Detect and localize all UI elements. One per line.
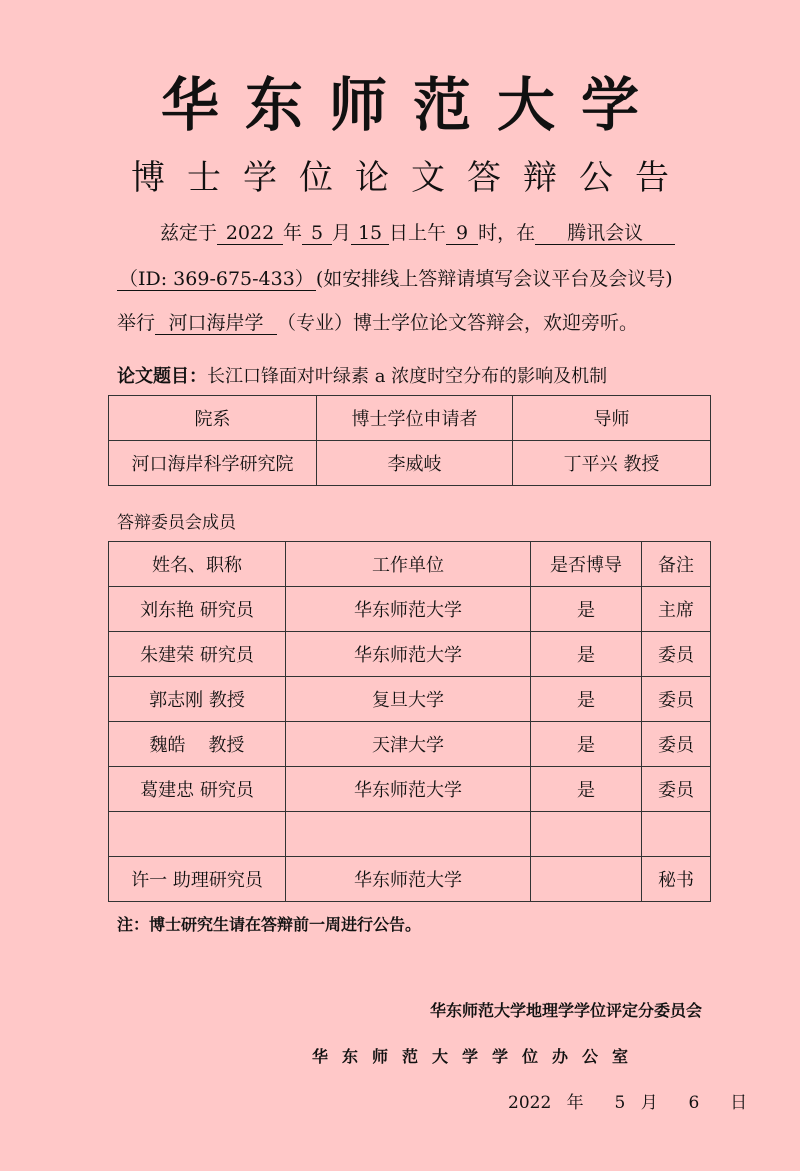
table-row [109, 812, 711, 857]
header-cell: 姓名、职称 [109, 542, 286, 587]
header-cell: 是否博导 [531, 542, 642, 587]
committee-label: 答辩委员会成员 [117, 513, 236, 533]
table-row [109, 767, 711, 812]
supervisor-cell: 是 [531, 587, 642, 632]
name-cell [109, 812, 286, 857]
text: 日上午 [389, 222, 447, 244]
venue-field: 腾讯会议 [535, 222, 675, 245]
announcement-line-2 [117, 264, 673, 291]
role-cell [642, 812, 711, 857]
applicant-cell: 李威岐 [317, 441, 513, 486]
university-title: 华东师范大学 [160, 71, 665, 139]
announcement-line-3 [117, 308, 638, 335]
day-field: 15 [351, 222, 389, 245]
text: 兹定于 [160, 222, 218, 244]
header-cell: 备注 [642, 542, 711, 587]
supervisor-cell: 是 [531, 722, 642, 767]
header-cell: 导师 [513, 396, 711, 441]
name-cell: 郭志刚 教授 [109, 677, 286, 722]
affiliation-cell: 华东师范大学 [286, 767, 531, 812]
name-cell: 刘东艳 研究员 [109, 587, 286, 632]
table-header-row [109, 396, 711, 441]
name-cell: 魏皓 教授 [109, 722, 286, 767]
affiliation-cell: 复旦大学 [286, 677, 531, 722]
supervisor-cell: 是 [531, 767, 642, 812]
announcement-line-1 [160, 218, 675, 245]
committee-table [108, 541, 711, 902]
table-row [109, 677, 711, 722]
supervisor-cell [531, 812, 642, 857]
text: （专业）博士学位论文答辩会，欢迎旁听。 [277, 312, 639, 334]
text: 时，在 [478, 222, 536, 244]
year-field: 2022 [217, 222, 283, 245]
role-cell: 委员 [642, 767, 711, 812]
applicant-info-table [108, 395, 711, 486]
committee-signature: 华东师范大学地理学学位评定分委员会 [429, 1001, 702, 1020]
role-cell: 委员 [642, 722, 711, 767]
thesis-title: 长江口锋面对叶绿素 a 浓度时空分布的影响及机制 [207, 366, 608, 387]
thesis-title-line [117, 362, 607, 388]
table-row [109, 632, 711, 677]
supervisor-cell [531, 857, 642, 902]
platform-note: (如安排线上答辩请填写会议平台及会议号) [315, 268, 673, 290]
affiliation-cell: 华东师范大学 [286, 587, 531, 632]
text: 月 [332, 222, 352, 244]
table-row [109, 857, 711, 902]
text: 年 [283, 222, 303, 244]
role-cell: 委员 [642, 632, 711, 677]
affiliation-cell: 天津大学 [286, 722, 531, 767]
month-field: 5 [302, 222, 332, 245]
header-cell: 博士学位申请者 [317, 396, 513, 441]
header-cell: 院系 [109, 396, 317, 441]
hour-field: 9 [446, 222, 478, 245]
thesis-label: 论文题目： [117, 366, 207, 387]
affiliation-cell: 华东师范大学 [286, 857, 531, 902]
document-title: 博士学位论文答辩公告 [131, 158, 691, 198]
supervisor-cell: 是 [531, 632, 642, 677]
role-cell: 主席 [642, 587, 711, 632]
affiliation-cell [286, 812, 531, 857]
department-cell: 河口海岸科学研究院 [109, 441, 317, 486]
table-row [109, 587, 711, 632]
role-cell: 秘书 [642, 857, 711, 902]
name-cell: 许一 助理研究员 [109, 857, 286, 902]
header-cell: 工作单位 [286, 542, 531, 587]
footnote: 注：博士研究生请在答辩前一周进行公告。 [117, 915, 422, 934]
name-cell: 朱建荣 研究员 [109, 632, 286, 677]
announcement-date: 2022 年 5 月 6 日 [508, 1093, 748, 1113]
meeting-id-field: （ID: 369-675-433） [119, 268, 314, 290]
affiliation-cell: 华东师范大学 [286, 632, 531, 677]
supervisor-cell: 是 [531, 677, 642, 722]
role-cell: 委员 [642, 677, 711, 722]
text: 举行 [117, 312, 156, 334]
major-field: 河口海岸学 [155, 312, 277, 335]
advisor-cell: 丁平兴 教授 [513, 441, 711, 486]
table-row [109, 441, 711, 486]
name-cell: 葛建忠 研究员 [109, 767, 286, 812]
table-row [109, 722, 711, 767]
office-signature: 华东师范大学学位办公室 [312, 1047, 643, 1066]
table-header-row [109, 542, 711, 587]
